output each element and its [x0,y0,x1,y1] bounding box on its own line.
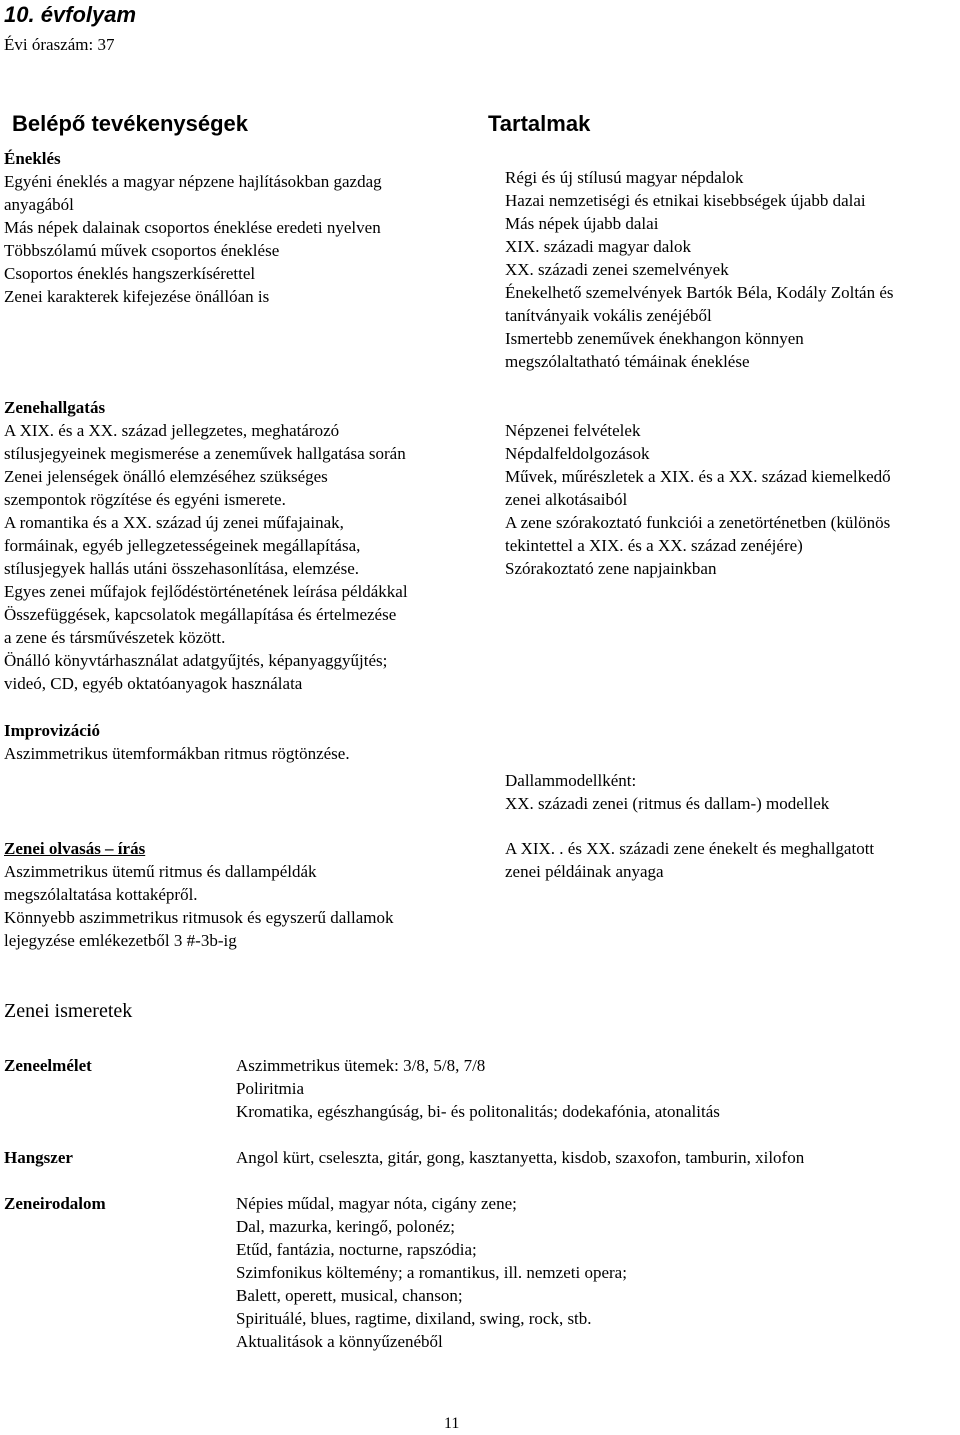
text-line: A romantika és a XX. század új zenei műfajainak, [4,513,344,532]
text-line: Csoportos éneklés hangszerkísérettel [4,264,256,283]
text-line: zenei alkotásaiból [505,490,628,509]
text-line: Aszimmetrikus ütemű ritmus és dallampéldák [4,862,317,881]
text-line: Egyes zenei műfajok fejlődéstörténetének leírása példákkal [4,582,408,601]
grade-title: 10. évfolyam [4,2,137,27]
improvisation-activities [4,742,350,765]
text-line: zenei példáinak anyaga [505,862,664,881]
page-number: 11 [444,1415,460,1432]
knowledge-heading: Zenei ismeretek [4,1000,133,1022]
reading-writing-contents [505,837,874,883]
text-line: A zene szórakoztató funkciói a zenetörténetben (különös [505,513,891,532]
text-line: Etűd, fantázia, nocturne, rapszódia; [236,1240,477,1259]
left-column-title: Belépő tevékenységek [12,111,249,136]
text-line: Zenei jelenségek önálló elemzéséhez szükséges [4,467,328,486]
text-line: Aktualitások a könnyűzenéből [236,1332,443,1351]
annual-hours: Évi óraszám: 37 [4,35,115,54]
text-line: videó, CD, egyéb oktatóanyagok használata [4,674,303,693]
knowledge-label-instrument: Hangszer [4,1148,73,1167]
text-line: Kromatika, egészhangúság, bi- és politonalitás; dodekafónia, atonalitás [236,1102,720,1121]
text-line: XX. századi zenei szemelvények [505,260,729,279]
text-line: Önálló könyvtárhasználat adatgyűjtés, képanyaggyűjtés; [4,651,388,670]
text-line: anyagából [4,195,74,214]
text-line: lejegyzése emlékezetből 3 #-3b-ig [4,931,237,950]
text-line: Angol kürt, cseleszta, gitár, gong, kasztanyetta, kisdob, szaxofon, tamburin, xilofon [236,1148,805,1167]
text-line: A XIX. . és XX. századi zene énekelt és meghallgatott [505,839,875,858]
section-heading-reading-writing: Zenei olvasás – írás [4,839,146,858]
text-line: Népzenei felvételek [505,421,641,440]
singing-activities [4,170,382,308]
section-heading-listening: Zenehallgatás [4,398,106,417]
text-line: megszólaltatható témáinak éneklése [505,352,750,371]
text-line: Dal, mazurka, keringő, polonéz; [236,1217,456,1236]
text-line: a zene és társművészetek között. [4,628,226,647]
improvisation-contents [505,769,829,815]
text-line: Egyéni éneklés a magyar népzene hajlításokban gazdag [4,172,382,191]
text-line: Dallammodellként: [505,771,637,790]
text-line: Zenei karakterek kifejezése önállóan is [4,287,270,306]
text-line: tanítványaik vokális zenéjéből [505,306,712,325]
text-line: Összefüggések, kapcsolatok megállapítása és értelmezése [4,605,397,624]
text-line: Aszimmetrikus ütemformákban ritmus rögtönzése. [4,744,350,763]
text-line: Népies műdal, magyar nóta, cigány zene; [236,1194,517,1213]
text-line: szempontok rögzítése és egyéni ismerete. [4,490,286,509]
text-line: megszólaltatása kottaképről. [4,885,198,904]
knowledge-label-theory: Zeneelmélet [4,1056,92,1075]
knowledge-literature-lines [236,1192,627,1353]
text-line: Szimfonikus költemény; a romantikus, ill. nemzeti opera; [236,1263,627,1282]
listening-activities [4,419,408,695]
text-line: Régi és új stílusú magyar népdalok [505,168,744,187]
text-line: stílusjegyeinek megismerése a zeneművek hallgatása során [4,444,406,463]
reading-writing-activities [4,860,394,952]
knowledge-theory-lines [236,1054,720,1123]
text-line: A XIX. és a XX. század jellegzetes, meghatározó [4,421,340,440]
text-line: tekintettel a XIX. és a XX. század zenéjére) [505,536,803,555]
listening-contents [505,419,891,580]
section-heading-singing: Éneklés [4,149,61,168]
knowledge-instrument-lines [236,1146,804,1169]
text-line: XIX. századi magyar dalok [505,237,691,256]
text-line: Aszimmetrikus ütemek: 3/8, 5/8, 7/8 [236,1056,486,1075]
text-line: Művek, műrészletek a XIX. és a XX. század kiemelkedő [505,467,891,486]
text-line: Spirituálé, blues, ragtime, dixiland, swing, rock, stb. [236,1309,592,1328]
text-line: Könnyebb aszimmetrikus ritmusok és egyszerű dallamok [4,908,394,927]
text-line: stílusjegyek hallás utáni összehasonlítása, elemzése. [4,559,360,578]
text-line: Poliritmia [236,1079,304,1098]
text-line: Énekelhető szemelvények Bartók Béla, Kodály Zoltán és [505,283,894,302]
right-column-title: Tartalmak [488,111,591,136]
text-line: Többszólamú művek csoportos éneklése [4,241,280,260]
section-heading-improvisation: Improvizáció [4,721,101,740]
text-line: Népdalfeldolgozások [505,444,650,463]
knowledge-label-literature: Zeneirodalom [4,1194,106,1213]
text-line: XX. századi zenei (ritmus és dallam-) modellek [505,794,830,813]
text-line: Más népek dalainak csoportos éneklése eredeti nyelven [4,218,381,237]
text-line: Balett, operett, musical, chanson; [236,1286,463,1305]
text-line: Ismertebb zeneművek énekhangon könnyen [505,329,804,348]
singing-contents [505,166,894,373]
text-line: Más népek újabb dalai [505,214,659,233]
text-line: Hazai nemzetiségi és etnikai kisebbségek újabb dalai [505,191,866,210]
text-line: formáinak, egyéb jellegzetességeinek megállapítása, [4,536,361,555]
text-line: Szórakoztató zene napjainkban [505,559,717,578]
